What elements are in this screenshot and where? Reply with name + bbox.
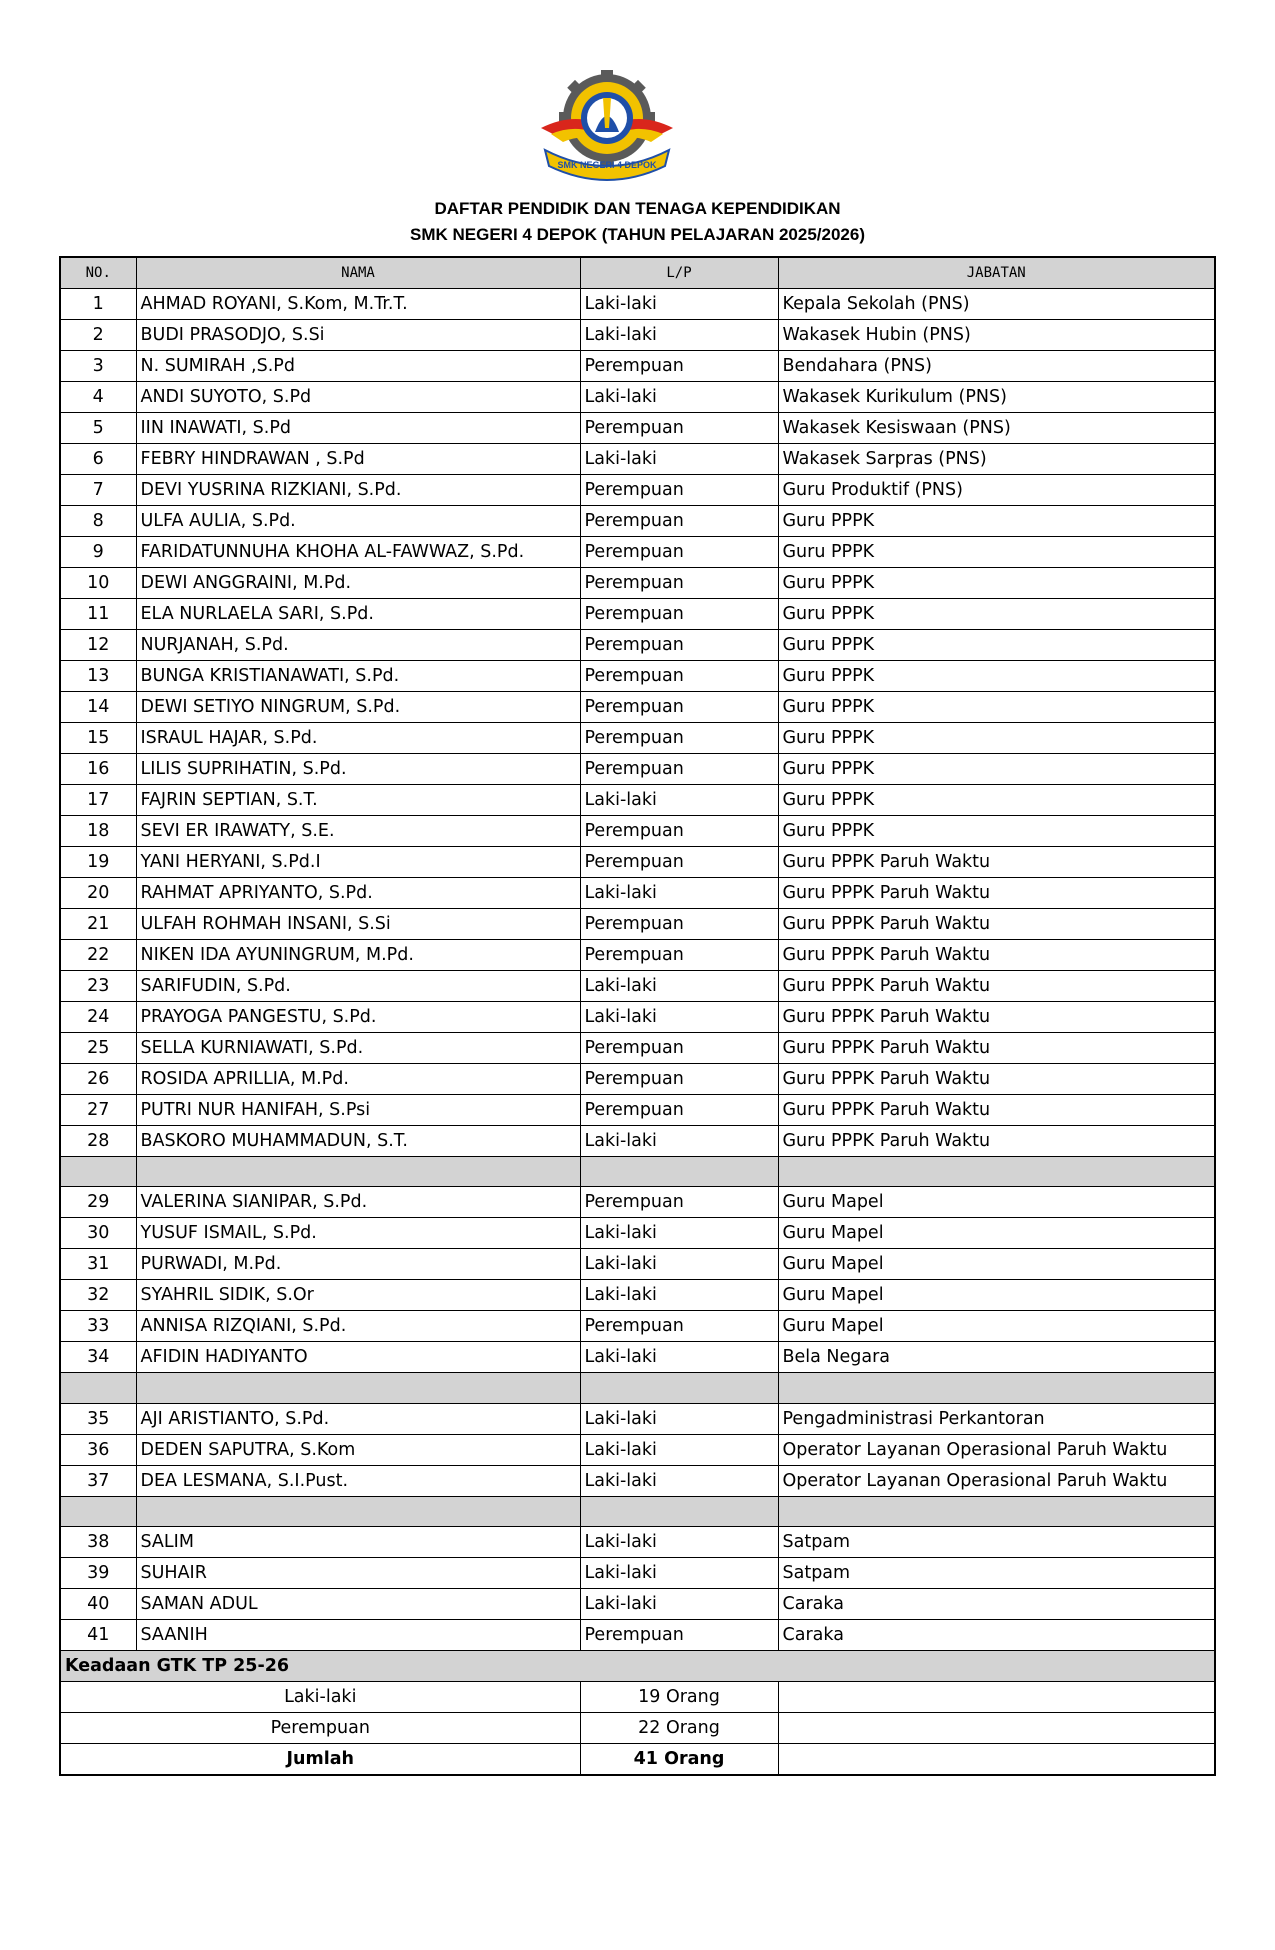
cell-lp: Perempuan: [580, 723, 778, 754]
cell-no: 6: [60, 444, 136, 475]
table-row: [60, 444, 1215, 475]
cell-jabatan: Guru PPPK: [778, 630, 1215, 661]
cell-lp: Perempuan: [580, 816, 778, 847]
cell-lp: Perempuan: [580, 754, 778, 785]
table-row: [60, 692, 1215, 723]
cell-lp: Laki-laki: [580, 1126, 778, 1157]
cell-jabatan: Guru PPPK: [778, 537, 1215, 568]
cell-no: 18: [60, 816, 136, 847]
table-row: [60, 1557, 1215, 1588]
cell-no: 35: [60, 1403, 136, 1434]
cell-nama: DEVI YUSRINA RIZKIANI, S.Pd.: [136, 475, 580, 506]
cell-no: 12: [60, 630, 136, 661]
cell-no: 40: [60, 1588, 136, 1619]
cell-nama: DEA LESMANA, S.I.Pust.: [136, 1465, 580, 1496]
cell-lp: Perempuan: [580, 351, 778, 382]
cell-no: 36: [60, 1434, 136, 1465]
cell-no: 33: [60, 1311, 136, 1342]
cell-jabatan: Wakasek Kesiswaan (PNS): [778, 413, 1215, 444]
column-header-jabatan: JABATAN: [778, 257, 1215, 289]
cell-jabatan: Satpam: [778, 1526, 1215, 1557]
cell-no: 28: [60, 1126, 136, 1157]
table-row: [60, 475, 1215, 506]
cell-jabatan: Guru Mapel: [778, 1311, 1215, 1342]
document-title: DAFTAR PENDIDIK DAN TENAGA KEPENDIDIKAN: [434, 199, 841, 218]
cell-jabatan: Guru Mapel: [778, 1218, 1215, 1249]
cell-lp: Laki-laki: [580, 1557, 778, 1588]
cell-nama: SAMAN ADUL: [136, 1588, 580, 1619]
summary-row: [60, 1681, 1215, 1712]
cell-jabatan: Bendahara (PNS): [778, 351, 1215, 382]
cell-jabatan: Guru PPPK: [778, 506, 1215, 537]
cell-nama: ANNISA RIZQIANI, S.Pd.: [136, 1311, 580, 1342]
cell-nama: FAJRIN SEPTIAN, S.T.: [136, 785, 580, 816]
total-label: Jumlah: [60, 1743, 580, 1775]
table-row: [60, 847, 1215, 878]
cell-jabatan: Wakasek Sarpras (PNS): [778, 444, 1215, 475]
table-row: [60, 785, 1215, 816]
cell-no: 24: [60, 1002, 136, 1033]
cell-lp: Perempuan: [580, 1311, 778, 1342]
cell-nama: DEWI ANGGRAINI, M.Pd.: [136, 568, 580, 599]
cell-lp: Perempuan: [580, 506, 778, 537]
table-row: [60, 1126, 1215, 1157]
table-row: [60, 320, 1215, 351]
cell-no: 31: [60, 1249, 136, 1280]
cell-jabatan: Guru PPPK Paruh Waktu: [778, 1126, 1215, 1157]
table-row: [60, 506, 1215, 537]
summary-heading-row: [60, 1650, 1215, 1681]
summary-total-row: [60, 1743, 1215, 1775]
cell-lp: Laki-laki: [580, 1526, 778, 1557]
cell-nama: AJI ARISTIANTO, S.Pd.: [136, 1403, 580, 1434]
cell-nama: RAHMAT APRIYANTO, S.Pd.: [136, 878, 580, 909]
cell-lp: Laki-laki: [580, 785, 778, 816]
cell-jabatan: Guru PPPK: [778, 599, 1215, 630]
cell-nama: ULFA AULIA, S.Pd.: [136, 506, 580, 537]
table-row: [60, 878, 1215, 909]
cell-no: 13: [60, 661, 136, 692]
cell-nama: LILIS SUPRIHATIN, S.Pd.: [136, 754, 580, 785]
table-row: [60, 1342, 1215, 1373]
table-row: [60, 1187, 1215, 1218]
table-row: [60, 1434, 1215, 1465]
table-row: [60, 723, 1215, 754]
cell-nama: VALERINA SIANIPAR, S.Pd.: [136, 1187, 580, 1218]
cell-no: 38: [60, 1526, 136, 1557]
separator-row: [60, 1496, 1215, 1526]
cell-jabatan: Guru PPPK: [778, 785, 1215, 816]
table-row: [60, 1033, 1215, 1064]
cell-nama: NIKEN IDA AYUNINGRUM, M.Pd.: [136, 940, 580, 971]
cell-jabatan: Caraka: [778, 1588, 1215, 1619]
cell-nama: YANI HERYANI, S.Pd.I: [136, 847, 580, 878]
cell-no: 1: [60, 289, 136, 320]
table-row: [60, 1619, 1215, 1650]
summary-label: Perempuan: [60, 1712, 580, 1743]
cell-lp: Perempuan: [580, 661, 778, 692]
cell-lp: Laki-laki: [580, 1434, 778, 1465]
table-row: [60, 1403, 1215, 1434]
cell-no: 2: [60, 320, 136, 351]
cell-lp: Laki-laki: [580, 1465, 778, 1496]
cell-no: 15: [60, 723, 136, 754]
cell-lp: Perempuan: [580, 847, 778, 878]
cell-lp: Laki-laki: [580, 444, 778, 475]
cell-no: 26: [60, 1064, 136, 1095]
cell-jabatan: Guru PPPK: [778, 568, 1215, 599]
summary-label: Laki-laki: [60, 1681, 580, 1712]
cell-no: 9: [60, 537, 136, 568]
cell-nama: ANDI SUYOTO, S.Pd: [136, 382, 580, 413]
cell-jabatan: Wakasek Hubin (PNS): [778, 320, 1215, 351]
table-row: [60, 382, 1215, 413]
cell-lp: Laki-laki: [580, 878, 778, 909]
cell-no: 5: [60, 413, 136, 444]
cell-nama: YUSUF ISMAIL, S.Pd.: [136, 1218, 580, 1249]
logo-text: SMK NEGERI 4 DEPOK: [557, 160, 657, 170]
cell-nama: FARIDATUNNUHA KHOHA AL-FAWWAZ, S.Pd.: [136, 537, 580, 568]
cell-no: 20: [60, 878, 136, 909]
cell-nama: BUDI PRASODJO, S.Si: [136, 320, 580, 351]
column-header-nama: NAMA: [136, 257, 580, 289]
table-row: [60, 630, 1215, 661]
cell-lp: Perempuan: [580, 1033, 778, 1064]
cell-lp: Perempuan: [580, 413, 778, 444]
cell-jabatan: Guru PPPK: [778, 816, 1215, 847]
cell-no: 27: [60, 1095, 136, 1126]
cell-lp: Perempuan: [580, 692, 778, 723]
table-row: [60, 351, 1215, 382]
table-row: [60, 816, 1215, 847]
cell-lp: Laki-laki: [580, 289, 778, 320]
table-row: [60, 568, 1215, 599]
table-row: [60, 971, 1215, 1002]
table-header-row: [60, 257, 1215, 289]
column-header-lp: L/P: [580, 257, 778, 289]
separator-row: [60, 1373, 1215, 1403]
cell-nama: BASKORO MUHAMMADUN, S.T.: [136, 1126, 580, 1157]
cell-nama: PRAYOGA PANGESTU, S.Pd.: [136, 1002, 580, 1033]
table-row: [60, 1249, 1215, 1280]
summary-row: [60, 1712, 1215, 1743]
cell-nama: N. SUMIRAH ,S.Pd: [136, 351, 580, 382]
cell-lp: Laki-laki: [580, 1218, 778, 1249]
cell-jabatan: Guru PPPK Paruh Waktu: [778, 1064, 1215, 1095]
cell-jabatan: Pengadministrasi Perkantoran: [778, 1403, 1215, 1434]
cell-nama: FEBRY HINDRAWAN , S.Pd: [136, 444, 580, 475]
cell-no: 32: [60, 1280, 136, 1311]
cell-no: 7: [60, 475, 136, 506]
cell-jabatan: Guru Mapel: [778, 1249, 1215, 1280]
cell-jabatan: Guru PPPK Paruh Waktu: [778, 940, 1215, 971]
summary-heading: Keadaan GTK TP 25-26: [60, 1650, 1215, 1681]
cell-no: 37: [60, 1465, 136, 1496]
table-row: [60, 289, 1215, 320]
cell-nama: SYAHRIL SIDIK, S.Or: [136, 1280, 580, 1311]
table-row: [60, 754, 1215, 785]
separator-row: [60, 1157, 1215, 1187]
table-row: [60, 599, 1215, 630]
document-subtitle: SMK NEGERI 4 DEPOK (TAHUN PELAJARAN 2025/2026): [409, 225, 865, 244]
cell-jabatan: Guru PPPK Paruh Waktu: [778, 1002, 1215, 1033]
cell-nama: SUHAIR: [136, 1557, 580, 1588]
cell-nama: SALIM: [136, 1526, 580, 1557]
cell-jabatan: Bela Negara: [778, 1342, 1215, 1373]
cell-no: 21: [60, 909, 136, 940]
cell-no: 34: [60, 1342, 136, 1373]
cell-lp: Perempuan: [580, 630, 778, 661]
cell-nama: SEVI ER IRAWATY, S.E.: [136, 816, 580, 847]
column-header-no: NO.: [60, 257, 136, 289]
cell-jabatan: Guru PPPK Paruh Waktu: [778, 1033, 1215, 1064]
cell-jabatan: Guru PPPK Paruh Waktu: [778, 1095, 1215, 1126]
cell-no: 10: [60, 568, 136, 599]
cell-lp: Perempuan: [580, 909, 778, 940]
cell-nama: NURJANAH, S.Pd.: [136, 630, 580, 661]
table-row: [60, 537, 1215, 568]
cell-no: 3: [60, 351, 136, 382]
cell-lp: Perempuan: [580, 1619, 778, 1650]
cell-jabatan: Guru PPPK: [778, 754, 1215, 785]
cell-no: 16: [60, 754, 136, 785]
cell-lp: Laki-laki: [580, 1403, 778, 1434]
cell-no: 11: [60, 599, 136, 630]
cell-nama: DEDEN SAPUTRA, S.Kom: [136, 1434, 580, 1465]
cell-jabatan: Guru PPPK Paruh Waktu: [778, 909, 1215, 940]
summary-value: 22 Orang: [580, 1712, 778, 1743]
table-row: [60, 940, 1215, 971]
cell-nama: DEWI SETIYO NINGRUM, S.Pd.: [136, 692, 580, 723]
cell-jabatan: Operator Layanan Operasional Paruh Waktu: [778, 1465, 1215, 1496]
cell-no: 14: [60, 692, 136, 723]
table-row: [60, 1311, 1215, 1342]
cell-jabatan: Operator Layanan Operasional Paruh Waktu: [778, 1434, 1215, 1465]
summary-value: 19 Orang: [580, 1681, 778, 1712]
cell-no: 4: [60, 382, 136, 413]
table-row: [60, 1526, 1215, 1557]
cell-jabatan: Guru PPPK: [778, 723, 1215, 754]
total-value: 41 Orang: [580, 1743, 778, 1775]
cell-lp: Laki-laki: [580, 1002, 778, 1033]
cell-lp: Laki-laki: [580, 1588, 778, 1619]
table-row: [60, 1002, 1215, 1033]
cell-no: 41: [60, 1619, 136, 1650]
cell-nama: IIN INAWATI, S.Pd: [136, 413, 580, 444]
cell-no: 25: [60, 1033, 136, 1064]
cell-jabatan: Guru PPPK: [778, 692, 1215, 723]
cell-lp: Perempuan: [580, 1064, 778, 1095]
cell-lp: Perempuan: [580, 475, 778, 506]
cell-no: 23: [60, 971, 136, 1002]
cell-jabatan: Guru Produktif (PNS): [778, 475, 1215, 506]
cell-jabatan: Wakasek Kurikulum (PNS): [778, 382, 1215, 413]
cell-no: 39: [60, 1557, 136, 1588]
cell-nama: ISRAUL HAJAR, S.Pd.: [136, 723, 580, 754]
table-row: [60, 1095, 1215, 1126]
table-row: [60, 909, 1215, 940]
cell-jabatan: Guru PPPK Paruh Waktu: [778, 847, 1215, 878]
cell-lp: Laki-laki: [580, 971, 778, 1002]
cell-lp: Perempuan: [580, 1187, 778, 1218]
cell-jabatan: Guru PPPK Paruh Waktu: [778, 878, 1215, 909]
cell-nama: PURWADI, M.Pd.: [136, 1249, 580, 1280]
cell-lp: Laki-laki: [580, 1249, 778, 1280]
cell-no: 29: [60, 1187, 136, 1218]
cell-jabatan: Kepala Sekolah (PNS): [778, 289, 1215, 320]
cell-nama: BUNGA KRISTIANAWATI, S.Pd.: [136, 661, 580, 692]
cell-lp: Laki-laki: [580, 382, 778, 413]
cell-nama: AFIDIN HADIYANTO: [136, 1342, 580, 1373]
staff-table: [59, 256, 1216, 1776]
cell-no: 19: [60, 847, 136, 878]
cell-lp: Perempuan: [580, 599, 778, 630]
cell-nama: ULFAH ROHMAH INSANI, S.Si: [136, 909, 580, 940]
cell-jabatan: Guru Mapel: [778, 1187, 1215, 1218]
cell-lp: Laki-laki: [580, 1342, 778, 1373]
cell-nama: SARIFUDIN, S.Pd.: [136, 971, 580, 1002]
table-row: [60, 1218, 1215, 1249]
cell-nama: SELLA KURNIAWATI, S.Pd.: [136, 1033, 580, 1064]
cell-nama: SAANIH: [136, 1619, 580, 1650]
cell-jabatan: Guru PPPK Paruh Waktu: [778, 971, 1215, 1002]
cell-jabatan: Caraka: [778, 1619, 1215, 1650]
table-row: [60, 661, 1215, 692]
table-row: [60, 1588, 1215, 1619]
table-row: [60, 1280, 1215, 1311]
cell-no: 22: [60, 940, 136, 971]
cell-nama: ROSIDA APRILLIA, M.Pd.: [136, 1064, 580, 1095]
table-body: [60, 289, 1215, 1775]
cell-no: 17: [60, 785, 136, 816]
cell-no: 8: [60, 506, 136, 537]
cell-lp: Perempuan: [580, 568, 778, 599]
cell-jabatan: Satpam: [778, 1557, 1215, 1588]
table-row: [60, 1064, 1215, 1095]
cell-lp: Laki-laki: [580, 320, 778, 351]
cell-lp: Perempuan: [580, 940, 778, 971]
table-row: [60, 1465, 1215, 1496]
cell-no: 30: [60, 1218, 136, 1249]
cell-jabatan: Guru Mapel: [778, 1280, 1215, 1311]
cell-lp: Laki-laki: [580, 1280, 778, 1311]
cell-jabatan: Guru PPPK: [778, 661, 1215, 692]
table-row: [60, 413, 1215, 444]
cell-nama: ELA NURLAELA SARI, S.Pd.: [136, 599, 580, 630]
cell-nama: PUTRI NUR HANIFAH, S.Psi: [136, 1095, 580, 1126]
cell-nama: AHMAD ROYANI, S.Kom, M.Tr.T.: [136, 289, 580, 320]
school-logo: [537, 70, 677, 182]
cell-lp: Perempuan: [580, 1095, 778, 1126]
cell-lp: Perempuan: [580, 537, 778, 568]
